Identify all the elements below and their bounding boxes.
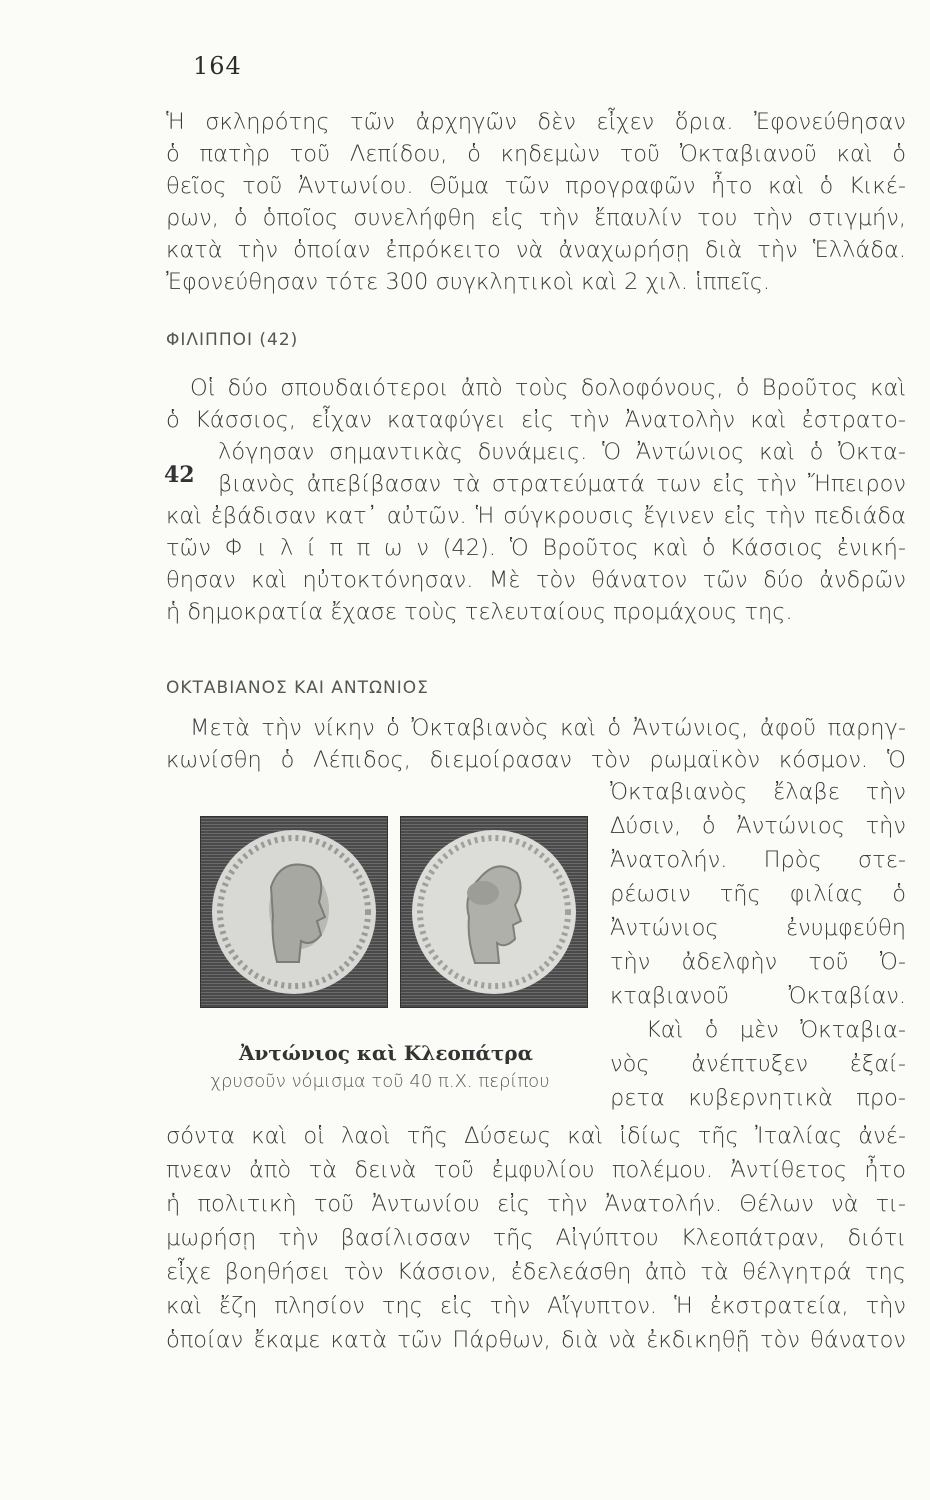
section3-line: πνεαν ἀπὸ τὰ δεινὰ τοῦ ἐμφυλίου πολέμου. Ἀντίθετος ἦτο (166, 1157, 906, 1183)
section-heading-philippi: ΦΙΛΙΠΠΟΙ (42) (166, 330, 299, 350)
side-line: νὸς ἀνέπτυξεν ἐξαί- (610, 1051, 906, 1077)
section2-line: Οἱ δύο σπουδαιότεροι ἀπὸ τοὺς δολοφόνους, ὁ Βροῦτος καὶ (190, 375, 906, 401)
section3-line: ἡ πολιτικὴ τοῦ Ἀντωνίου εἰς τὴν Ἀνατολήν. Θέλων νὰ τι- (166, 1191, 906, 1217)
section2-line: ἡ δημοκρατία ἔχασε τοὺς τελευταίους προμάχους της. (166, 599, 793, 625)
section2-line: τῶν Φ ι λ ί π π ω ν (42). Ὁ Βροῦτος καὶ ὁ Κάσσιος ἐνική- (166, 535, 906, 561)
side-line: Δύσιν, ὁ Ἀντώνιος τὴν (610, 813, 906, 839)
side-line: Ἀντώνιος ἐνυμφεύθη (610, 915, 906, 941)
section3-line: Μετὰ τὴν νίκην ὁ Ὀκταβιανὸς καὶ ὁ Ἀντώνιος, ἀφοῦ παρηγ- (190, 715, 906, 741)
section1-line: κατὰ τὴν ὁποίαν ἐπρόκειτο νὰ ἀναχωρήσῃ διὰ τὴν Ἑλλάδα. (166, 237, 906, 263)
section3-line: καὶ ἔζη πλησίον της εἰς τὴν Αἴγυπτον. Ἡ ἐκστρατεία, τὴν (166, 1293, 906, 1319)
coin-image-cleopatra (400, 816, 588, 1008)
marginal-year-note: 42 (164, 462, 195, 488)
section-heading-octavian-antony: ΟΚΤΑΒΙΑΝΟΣ ΚΑΙ ΑΝΤΩΝΙΟΣ (166, 678, 429, 698)
section2-line: λόγησαν σημαντικὰς δυνάμεις. Ὁ Ἀντώνιος καὶ ὁ Ὀκτα- (218, 439, 906, 465)
side-line: Ὀκταβιανὸς ἔλαβε τὴν (610, 779, 906, 805)
section2-line: ὁ Κάσσιος, εἶχαν καταφύγει εἰς τὴν Ἀνατολὴν καὶ ἐστρατο- (166, 407, 906, 433)
side-line: Καὶ ὁ μὲν Ὀκταβια- (646, 1017, 906, 1043)
section1-line: ὁ πατὴρ τοῦ Λεπίδου, ὁ κηδεμὼν τοῦ Ὀκταβιανοῦ καὶ ὁ (166, 141, 906, 167)
section2-line: καὶ ἐβάδισαν κατ᾽ αὐτῶν. Ἡ σύγκρουσις ἔγινεν εἰς τὴν πεδιάδα (166, 503, 906, 529)
side-line: τὴν ἀδελφὴν τοῦ Ὀ- (610, 949, 906, 975)
section3-line: εἶχε βοηθήσει τὸν Κάσσιον, ἐδελεάσθη ἀπὸ τὰ θέλγητρά της (166, 1259, 906, 1285)
section3-line: κωνίσθη ὁ Λέπιδος, διεμοίρασαν τὸν ρωμαϊκὸν κόσμον. Ὁ (166, 747, 906, 773)
section1-line: ρων, ὁ ὁποῖος συνελήφθη εἰς τὴν ἔπαυλίν του τὴν στιγμήν, (166, 205, 906, 231)
section2-line: βιανὸς ἀπεβίβασαν τὰ στρατεύματά των εἰς τὴν Ἤπειρον (218, 471, 906, 497)
section2-line: θησαν καὶ ηὐτοκτόνησαν. Μὲ τὸν θάνατον τῶν δύο ἀνδρῶν (166, 567, 906, 593)
side-line: κταβιανοῦ Ὀκταβίαν. (610, 983, 906, 1009)
coin-image-antony (200, 816, 388, 1008)
section1-line: Ἡ σκληρότης τῶν ἀρχηγῶν δὲν εἶχεν ὅρια. Ἐφονεύθησαν (166, 109, 906, 135)
side-line: Ἀνατολήν. Πρὸς στε- (610, 847, 906, 873)
section1-line: Ἐφονεύθησαν τότε 300 συγκλητικοὶ καὶ 2 χιλ. ἱππεῖς. (166, 269, 771, 295)
section1-line: θεῖος τοῦ Ἀντωνίου. Θῦμα τῶν προγραφῶν ἦτο καὶ ὁ Κικέ- (166, 173, 906, 199)
section3-line: σόντα καὶ οἱ λαοὶ τῆς Δύσεως καὶ ἰδίως τῆς Ἰταλίας ἀνέ- (166, 1123, 906, 1149)
side-line: ρετα κυβερνητικὰ προ- (610, 1085, 906, 1111)
figure-caption-subtitle: χρυσοῦν νόμισμα τοῦ 40 π.Χ. περίπου (210, 1071, 550, 1092)
figure-caption-title: Ἀντώνιος καὶ Κλεοπάτρα (238, 1041, 534, 1065)
section3-line: μωρήσῃ τὴν βασίλισσαν τῆς Αἰγύπτου Κλεοπάτραν, διότι (166, 1225, 906, 1251)
section3-line: ὁποίαν ἔκαμε κατὰ τῶν Πάρθων, διὰ νὰ ἐκδικηθῇ τὸν θάνατον (166, 1327, 906, 1353)
side-line: ρέωσιν τῆς φιλίας ὁ (610, 881, 906, 907)
page-number: 164 (193, 52, 242, 80)
